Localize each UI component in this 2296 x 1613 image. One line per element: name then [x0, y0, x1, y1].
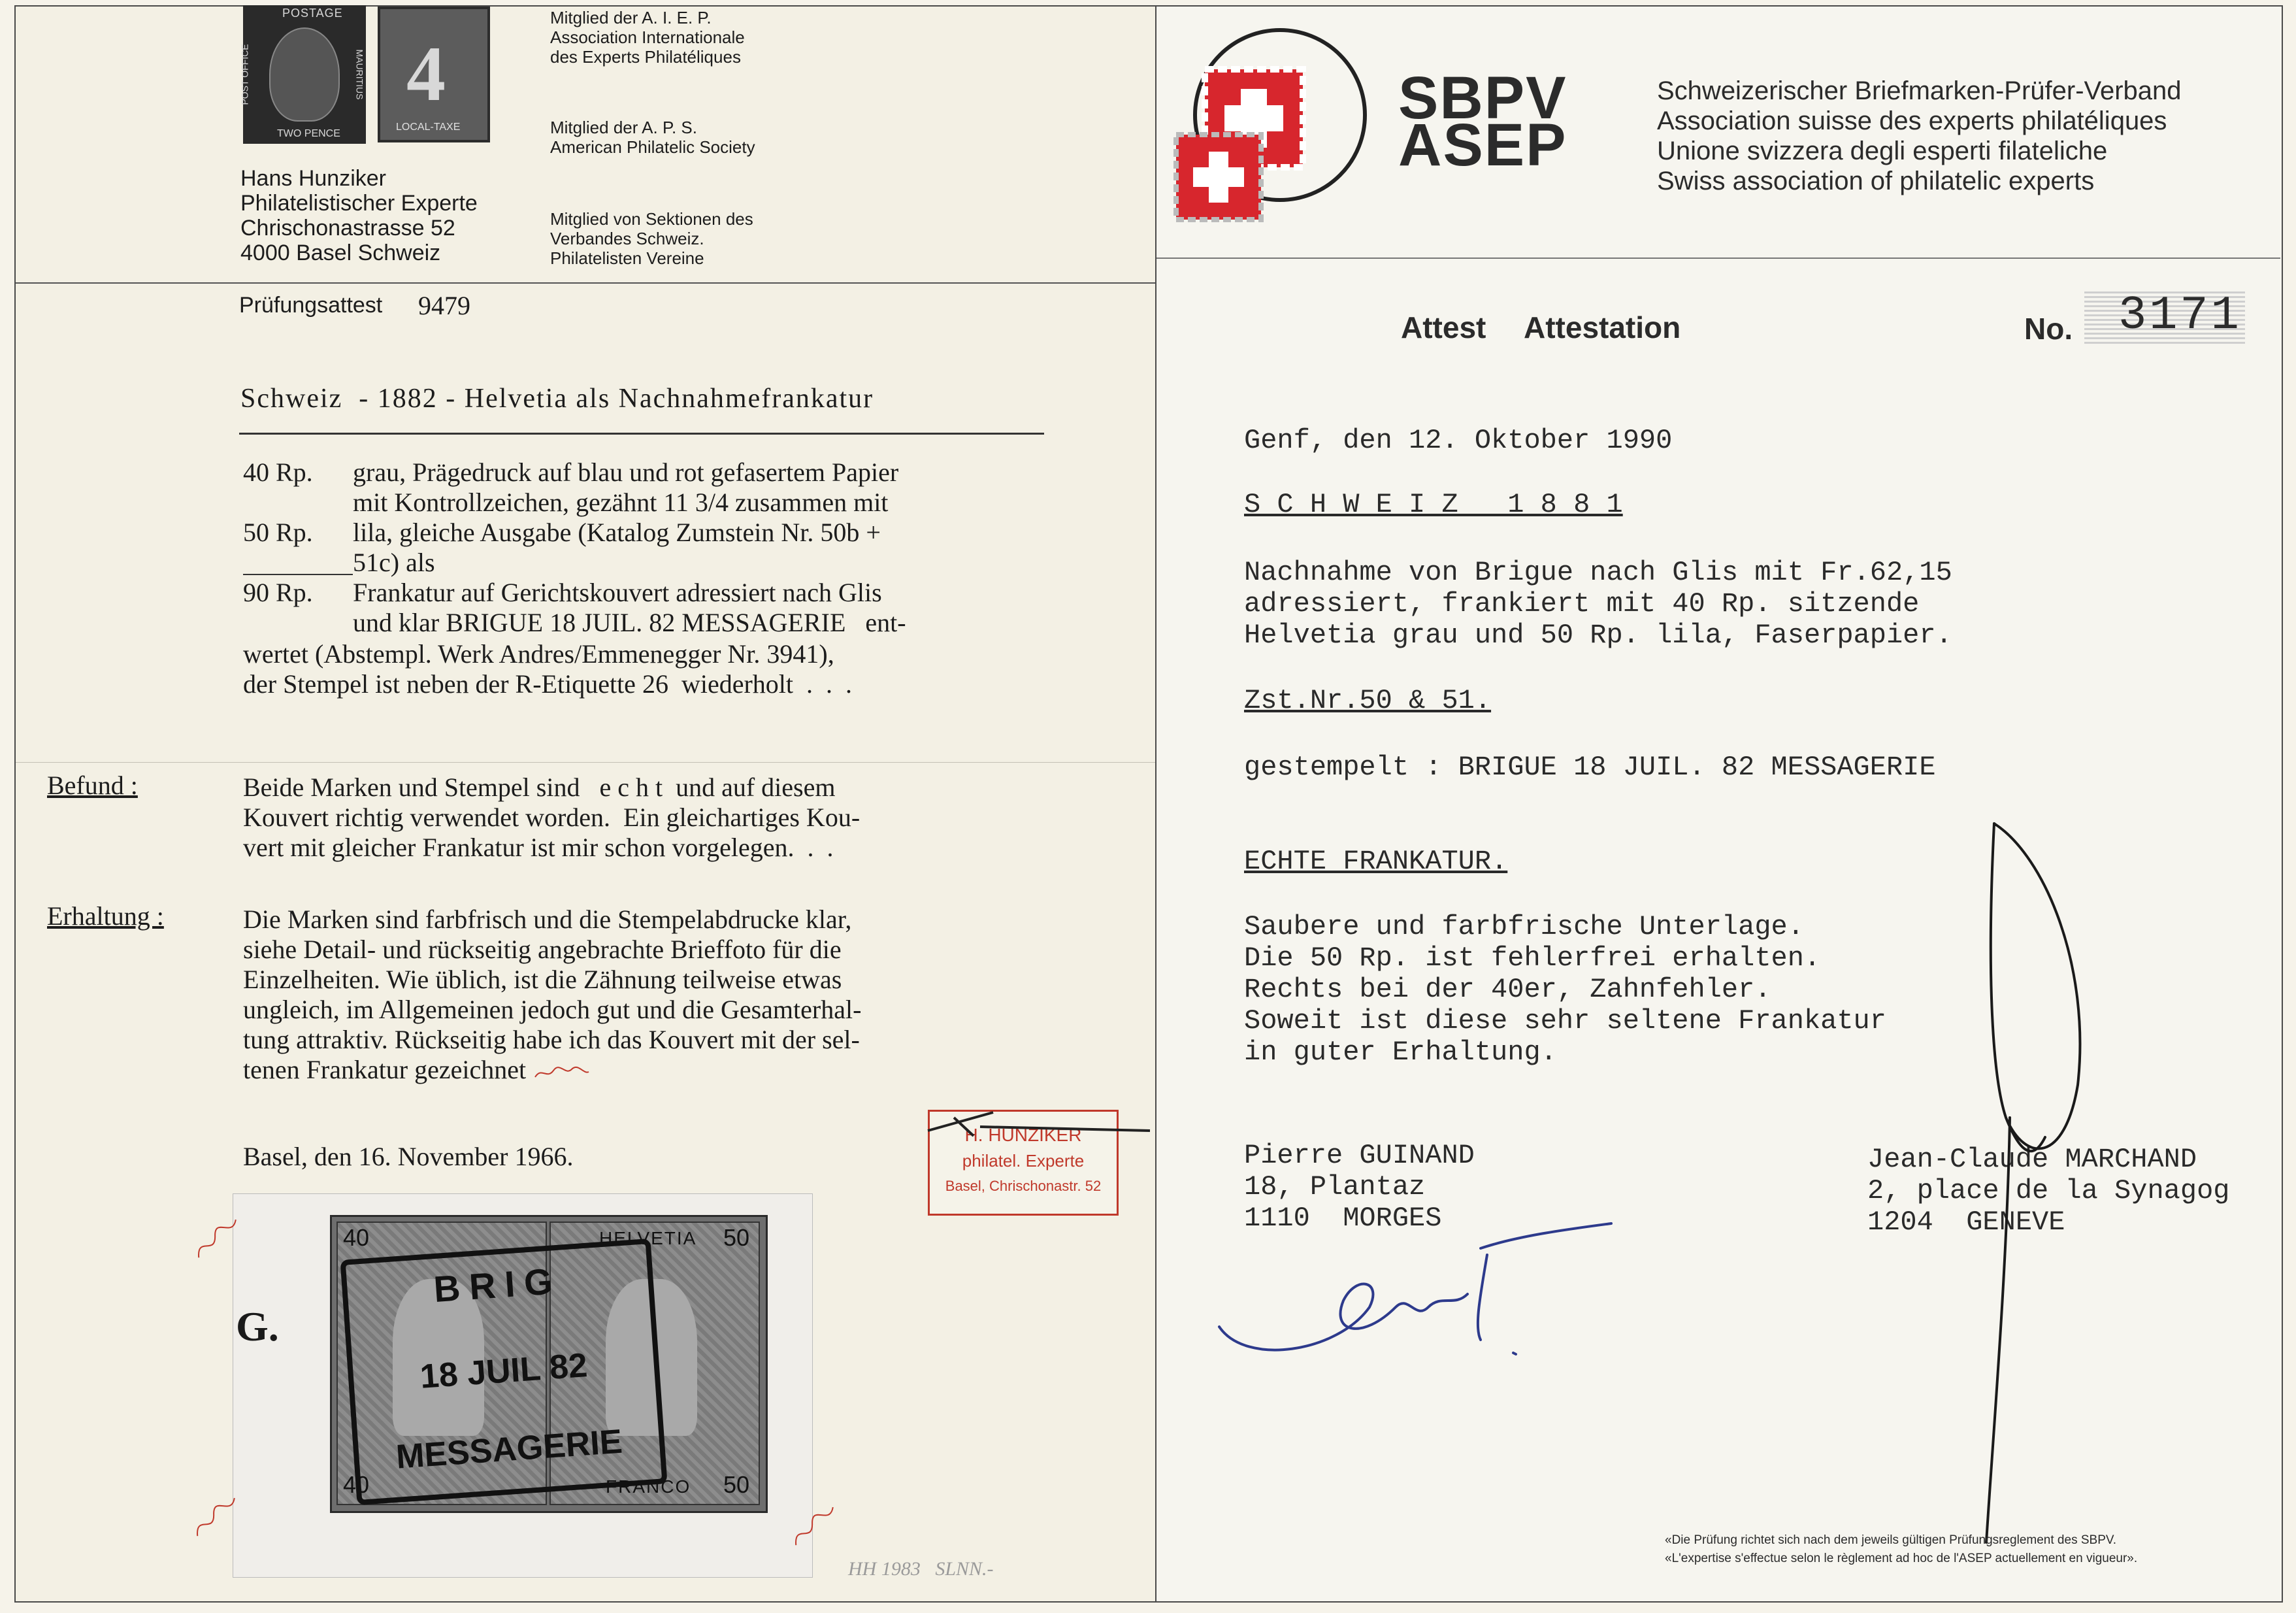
befund-line: vert mit gleicher Frankatur ist mir schon vorgelegen. . . — [243, 833, 834, 862]
continuation-line: der Stempel ist neben der R-Etiquette 26 wiederholt . . . — [243, 669, 852, 699]
cancel-line: MESSAGERIE — [395, 1422, 624, 1476]
stamp-entries — [243, 457, 1158, 638]
brand-sbpv: SBPV — [1398, 65, 1567, 131]
red-signature-mark — [188, 1220, 247, 1259]
rubber-stamp-line: philatel. Experte — [962, 1151, 1085, 1171]
description-line: Nachnahme von Brigue nach Glis mit Fr.62,15 — [1244, 557, 1952, 588]
erhaltung-line — [243, 1055, 861, 1085]
genuine-statement: ECHTE FRANKATUR. — [1244, 846, 1508, 877]
condition-line: Saubere und farbfrische Unterlage. — [1244, 911, 1804, 942]
continuation-line: wertet (Abstempl. Werk Andres/Emmenegger Nr. 3941), — [243, 639, 834, 669]
erhaltung-label: Erhaltung : — [47, 901, 164, 931]
entry-text: grau, Prägedruck auf blau und rot gefasertem Papier — [353, 457, 899, 487]
entry-row — [243, 518, 1158, 548]
stamp-value-top-left: 40 — [343, 1224, 370, 1251]
expert-address — [240, 166, 478, 265]
entries-continuation — [243, 639, 1158, 699]
attest-number: 9479 — [418, 291, 470, 320]
stamp-value-bottom-left: 40 — [343, 1471, 370, 1498]
stamps-photo — [233, 1193, 813, 1578]
entry-row — [243, 488, 1158, 518]
stamp-numeral: 4 — [406, 30, 446, 117]
condition-line: Die 50 Rp. ist fehlerfrei erhalten. — [1244, 942, 1821, 974]
entry-amount: 90 Rp. — [243, 578, 313, 607]
footnote-de: «Die Prüfung richtet sich nach dem jeweils gültigen Prüfungsreglement des SBPV. — [1665, 1533, 2117, 1547]
rubber-stamp-line: Basel, Chrischonastr. 52 — [945, 1178, 1102, 1194]
red-signature-mark — [785, 1507, 844, 1546]
expert-name: Hans Hunziker — [240, 166, 386, 191]
entry-text: 51c) als — [353, 548, 435, 577]
description-line: Helvetia grau und 50 Rp. lila, Faserpapier. — [1244, 620, 1952, 651]
certificate-no-value: 3171 — [2118, 289, 2242, 342]
membership-aps — [550, 118, 755, 157]
zumstein-reference: Zst.Nr.50 & 51. — [1244, 685, 1492, 716]
certificate-no-label: No. — [2024, 312, 2073, 346]
entry-amount — [243, 548, 353, 575]
sbpv-logo-icon — [1166, 24, 1375, 246]
section-divider — [16, 762, 1155, 763]
membership-line: Mitglied der A. I. E. P. — [550, 8, 712, 27]
entry-row — [243, 608, 1158, 638]
messagerie-cancel — [340, 1239, 667, 1505]
stamp-value-top-right: 50 — [723, 1224, 750, 1251]
entry-row — [243, 457, 1158, 488]
befund-label: Befund : — [47, 771, 138, 800]
queen-portrait — [269, 27, 340, 122]
mauritius-bottom-text: TWO PENCE — [277, 128, 340, 139]
title-underline — [239, 433, 1044, 435]
heading-attestation: Attestation — [1524, 310, 1681, 344]
mauritius-stamp-image — [239, 5, 366, 144]
heading-attest: Attest — [1401, 310, 1486, 344]
membership-line: Verbandes Schweiz. — [550, 229, 704, 248]
expert-line: Jean-Claude MARCHAND — [1867, 1144, 2197, 1175]
membership-svpv — [550, 209, 753, 268]
condition-line: in guter Erhaltung. — [1244, 1037, 1557, 1068]
expert-line: 1110 MORGES — [1244, 1203, 1442, 1234]
erhaltung-line: siehe Detail- und rückseitig angebrachte Brieffoto für die — [243, 935, 842, 964]
cancel-line: 18 JUIL 82 — [419, 1346, 589, 1396]
membership-line: Mitglied der A. P. S. — [550, 118, 697, 137]
entry-text: lila, gleiche Ausgabe (Katalog Zumstein Nr. 50b + — [353, 518, 881, 547]
erhaltung-text — [243, 905, 861, 1085]
membership-line: des Experts Philatéliques — [550, 47, 741, 67]
org-line: Unione svizzera degli esperti filateliche — [1657, 137, 2108, 165]
erhaltung-line: tung attraktiv. Rückseitig habe ich das Kouvert mit der sel- — [243, 1025, 860, 1054]
stamp-value-bottom-right: 50 — [723, 1471, 750, 1498]
entry-text: Frankatur auf Gerichtskouvert adressiert nach Glis — [353, 578, 882, 607]
erhaltung-line: Die Marken sind farbfrisch und die Stempelabdrucke klar, — [243, 905, 852, 934]
hunziker-signature-stamp — [915, 1105, 1163, 1144]
right-header-divider — [1156, 258, 2280, 259]
expert-line: 1204 GENEVE — [1867, 1206, 2065, 1238]
footnote-fr: «L'expertise s'effectue selon le règlement ad hoc de l'ASEP actuellement en vigueur». — [1665, 1552, 2138, 1565]
membership-line: American Philatelic Society — [550, 137, 755, 157]
erhaltung-line: ungleich, im Allgemeinen jedoch gut und die Gesamterhal- — [243, 995, 862, 1024]
certificate-title: Schweiz - 1882 - Helvetia als Nachnahmefrankatur — [240, 384, 874, 414]
mauritius-top-text: POSTAGE — [282, 7, 343, 20]
stamp-helvetia-word: HELVETIA — [599, 1228, 697, 1248]
expert-line: Pierre GUINAND — [1244, 1140, 1475, 1171]
condition-line: Soweit ist diese sehr seltene Frankatur — [1244, 1005, 1886, 1037]
expert-line: 2, place de la Synagog — [1867, 1175, 2230, 1206]
membership-line: Mitglied von Sektionen des — [550, 209, 753, 229]
entry-row — [243, 578, 1158, 608]
place-date: Basel, den 16. November 1966. — [243, 1142, 574, 1171]
country-line: S C H W E I Z 1 8 8 1 — [1244, 489, 1623, 520]
entry-text: und klar BRIGUE 18 JUIL. 82 MESSAGERIE ent- — [353, 608, 906, 637]
erhaltung-last-text: tenen Frankatur gezeichnet — [243, 1055, 527, 1084]
small-signature-mark — [533, 1063, 591, 1082]
befund-text — [243, 773, 860, 863]
org-line: Swiss association of philatelic experts — [1657, 167, 2095, 195]
befund-line: Beide Marken und Stempel sind e c h t und auf diesem — [243, 773, 836, 802]
org-line: Association suisse des experts philatéliques — [1657, 107, 2167, 135]
organisation-names — [1657, 76, 2182, 196]
cancellation-line: gestempelt : BRIGUE 18 JUIL. 82 MESSAGERIE — [1244, 752, 1936, 783]
brand-asep: ASEP — [1398, 112, 1567, 178]
expert-line: 18, Plantaz — [1244, 1171, 1426, 1203]
red-signature-mark — [187, 1498, 246, 1537]
cancel-line: BRIG — [432, 1259, 563, 1310]
membership-aiep — [550, 8, 745, 67]
numeral-stamp-image — [378, 7, 490, 142]
description-block — [1244, 557, 1952, 651]
marchand-signature — [1947, 810, 2104, 1555]
expert-street: Chrischonastrasse 52 — [240, 216, 455, 241]
condition-block — [1244, 911, 1886, 1068]
entry-text: mit Kontrollzeichen, gezähnt 11 3/4 zusammen mit — [353, 488, 889, 517]
date-line: Genf, den 12. Oktober 1990 — [1244, 425, 1673, 456]
guinand-signature — [1206, 1209, 1624, 1379]
envelope-letter: G. — [236, 1303, 279, 1350]
befund-line: Kouvert richtig verwendet worden. Ein gleichartiges Kou- — [243, 803, 861, 832]
erhaltung-line: Einzelheiten. Wie üblich, ist die Zähnung teilweise etwas — [243, 965, 842, 994]
mauritius-right-text: MAURITIUS — [354, 49, 365, 100]
org-line: Schweizerischer Briefmarken-Prüfer-Verband — [1657, 76, 2182, 105]
membership-line: Philatelisten Vereine — [550, 248, 704, 268]
attest-label: Prüfungsattest — [239, 293, 383, 318]
expert-city: 4000 Basel Schweiz — [240, 241, 441, 265]
condition-line: Rechts bei der 40er, Zahnfehler. — [1244, 974, 1771, 1005]
description-line: adressiert, frankiert mit 40 Rp. sitzende — [1244, 588, 1920, 620]
header-divider — [16, 282, 1155, 284]
rubber-stamp-line: H. HUNZIKER — [964, 1125, 1082, 1145]
entry-row — [243, 548, 1158, 578]
entry-amount: 40 Rp. — [243, 457, 313, 487]
mauritius-left-text: POST OFFICE — [239, 44, 250, 105]
membership-line: Association Internationale — [550, 27, 745, 47]
stamp-franco-word: FRANCO — [606, 1476, 691, 1497]
pencil-note: HH 1983 SLNN.- — [848, 1558, 994, 1580]
expert-title: Philatelistischer Experte — [240, 191, 478, 216]
entry-amount: 50 Rp. — [243, 518, 313, 547]
stamp-bottom-text: LOCAL-TAXE — [396, 122, 461, 133]
